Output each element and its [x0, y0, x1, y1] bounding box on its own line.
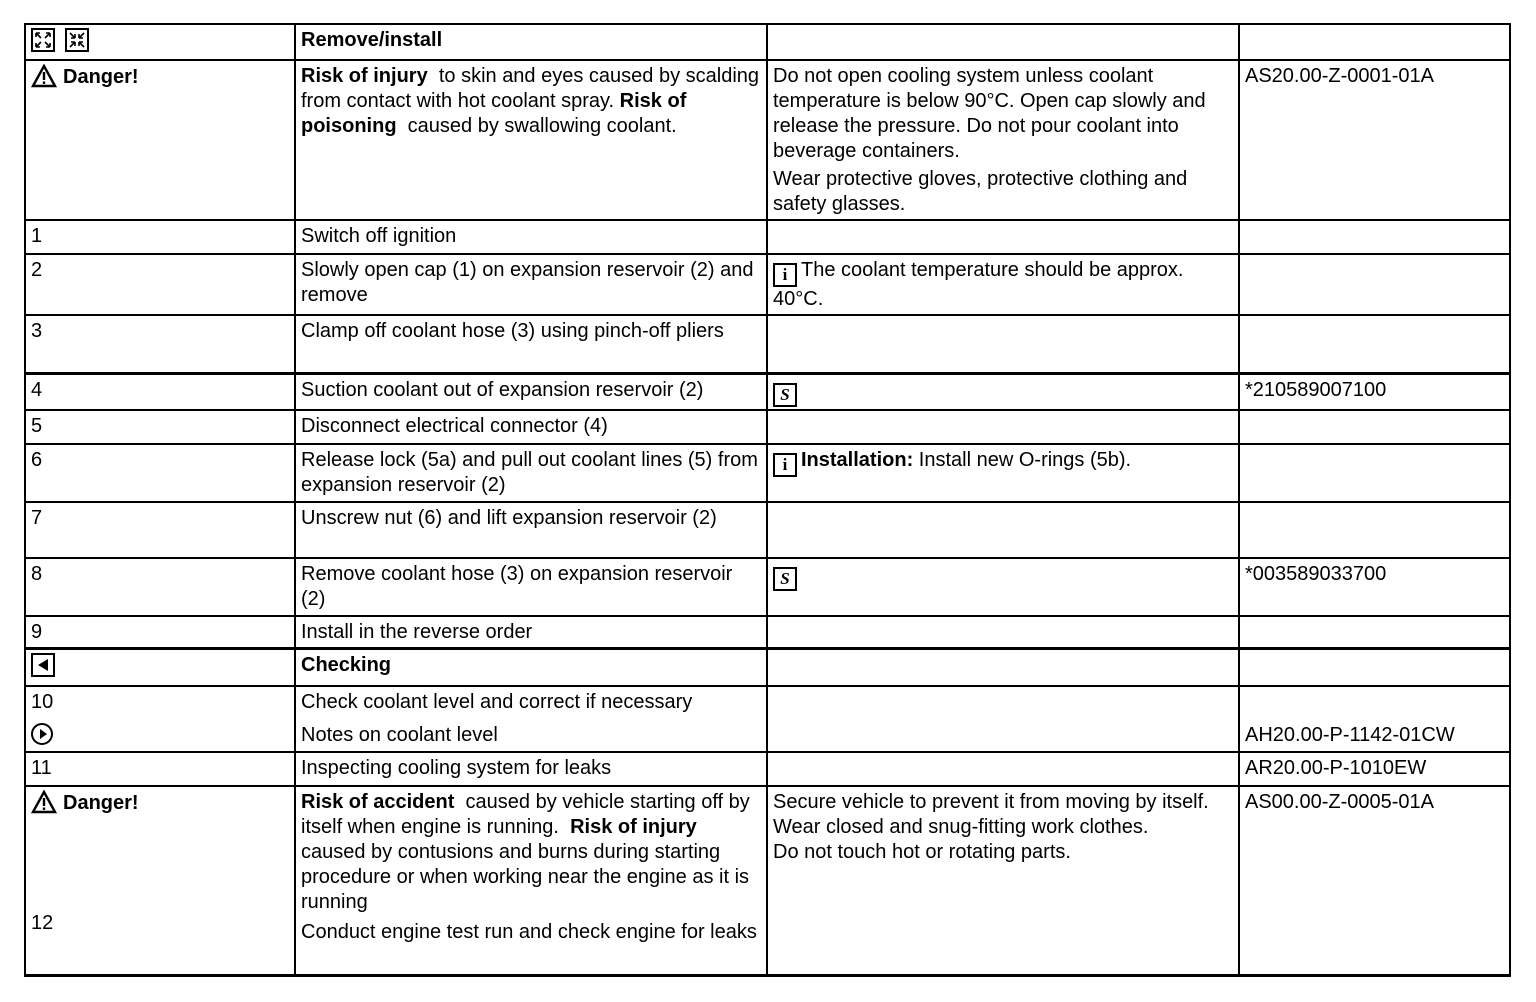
special-tool-icon: S [773, 383, 797, 407]
step-text: Install in the reverse order [295, 616, 767, 649]
risk-injury-text: to skin and eyes caused by scalding from contact with hot coolant spray. [301, 65, 760, 112]
note-cell [767, 444, 1239, 502]
header-row [25, 24, 1510, 60]
step-number: 11 [25, 752, 295, 786]
notes-reference[interactable]: AH20.00-P-1142-01CW [1245, 724, 1455, 746]
special-tool-icon: S [773, 567, 797, 591]
step-number: 1 [25, 220, 295, 254]
safety-measure-text: Do not touch hot or rotating parts. [773, 841, 1071, 863]
step-number: 10 [31, 691, 54, 713]
risk-accident-label: Risk of accident [301, 791, 455, 813]
risk-block [301, 790, 761, 915]
empty-cell [767, 315, 1239, 373]
empty-cell [767, 410, 1239, 444]
empty-cell [767, 24, 1239, 60]
checking-header-row [25, 648, 1510, 686]
procedure-table [24, 23, 1511, 977]
danger-row [25, 60, 1510, 220]
notes-icon-line [31, 723, 289, 748]
empty-cell [767, 648, 1239, 686]
risk-poisoning-label: Risk of poisoning [301, 90, 687, 137]
risk-poisoning-text: caused by swallowing coolant. [407, 115, 677, 137]
step-number: 12 [31, 912, 54, 934]
tool-reference: *003589033700 [1239, 558, 1510, 616]
step-number: 2 [25, 254, 295, 315]
step-number: 8 [25, 558, 295, 616]
step-row [25, 752, 1510, 786]
info-icon: i [773, 453, 797, 477]
step-row [25, 686, 1510, 752]
step-text: Inspecting cooling system for leaks [295, 752, 767, 786]
note-cell [767, 254, 1239, 315]
empty-cell [1239, 410, 1510, 444]
risk-accident-text: caused by vehicle starting off by itself when engine is running. [301, 791, 750, 838]
empty-cell [1239, 616, 1510, 649]
note-text: Install new O-rings (5b). [918, 448, 1132, 471]
safety-measure-text: Wear protective gloves, protective clothing and safety glasses. [773, 168, 1188, 215]
empty-cell [1239, 502, 1510, 558]
blank-line [1245, 690, 1504, 715]
safety-measure-text: Secure vehicle to prevent it from moving by itself. [773, 791, 1209, 813]
empty-cell [1239, 444, 1510, 502]
risk-description-cell [295, 786, 767, 975]
empty-cell [1239, 24, 1510, 60]
empty-cell [767, 220, 1239, 254]
step-row [25, 558, 1510, 616]
empty-cell [1239, 254, 1510, 315]
step-text: Unscrew nut (6) and lift expansion reservoir (2) [295, 502, 767, 558]
step-row [25, 502, 1510, 558]
step-row [25, 410, 1510, 444]
empty-cell [767, 616, 1239, 649]
safety-measures-cell [767, 60, 1239, 220]
danger-label: Danger! [63, 792, 139, 814]
notes-link-text[interactable]: Notes on coolant level [301, 724, 498, 746]
step-row [25, 616, 1510, 649]
safety-measures-cell [767, 786, 1239, 975]
risk-injury-text: caused by contusions and burns during starting procedure or when working near the engine as it is running [301, 841, 750, 913]
install-icon [65, 28, 89, 52]
danger-label-cell [25, 786, 295, 975]
step-text-cell [295, 686, 767, 752]
tool-reference: *210589007100 [1239, 373, 1510, 410]
step-text: Check coolant level and correct if necessary [301, 691, 693, 713]
danger-label-cell [25, 60, 295, 220]
step-row [25, 373, 1510, 410]
note-label: Installation: [801, 448, 914, 471]
reference-cell: AS20.00-Z-0001-01A [1239, 60, 1510, 220]
step-text: Disconnect electrical connector (4) [295, 410, 767, 444]
note-text: The coolant temperature should be approx. 40°C. [773, 259, 1184, 310]
reference-cell: AS00.00-Z-0005-01A [1239, 786, 1510, 975]
reference-cell [1239, 686, 1510, 752]
risk-injury-label: Risk of injury [301, 65, 428, 87]
empty-cell [1239, 315, 1510, 373]
step-number: 7 [25, 502, 295, 558]
header-icons-cell [25, 24, 295, 60]
tool-cell [767, 373, 1239, 410]
step-number: 6 [25, 444, 295, 502]
section-title-checking: Checking [295, 648, 767, 686]
step-text: Clamp off coolant hose (3) using pinch-off pliers [295, 315, 767, 373]
step-number-cell [25, 686, 295, 752]
safety-measure-text: Wear closed and snug-fitting work clothes. [773, 816, 1149, 838]
danger-label: Danger! [63, 66, 139, 88]
checking-icon-cell [25, 648, 295, 686]
danger-row [25, 786, 1510, 975]
risk-description-cell [295, 60, 767, 220]
step-number: 9 [25, 616, 295, 649]
checking-icon [31, 653, 55, 677]
step-number: 3 [25, 315, 295, 373]
step-row [25, 254, 1510, 315]
step-number: 5 [25, 410, 295, 444]
warning-triangle-icon [31, 64, 57, 88]
step-text: Switch off ignition [295, 220, 767, 254]
section-title-remove-install: Remove/install [295, 24, 767, 60]
empty-cell [767, 502, 1239, 558]
warning-triangle-icon [31, 790, 57, 814]
step-text: Suction coolant out of expansion reservoir (2) [295, 373, 767, 410]
step-number: 4 [25, 373, 295, 410]
tool-cell [767, 558, 1239, 616]
safety-measure-text: Do not open cooling system unless coolant temperature is below 90°C. Open cap slowly and release the pressure. Do not pour coolant into beverage containers. [773, 65, 1206, 162]
notes-link-icon [31, 723, 53, 745]
empty-cell [1239, 648, 1510, 686]
step-row [25, 220, 1510, 254]
empty-cell [767, 752, 1239, 786]
step-row [25, 444, 1510, 502]
step-text: Conduct engine test run and check engine for leaks [301, 921, 757, 943]
step-text: Release lock (5a) and pull out coolant lines (5) from expansion reservoir (2) [295, 444, 767, 502]
step-text: Remove coolant hose (3) on expansion reservoir (2) [295, 558, 767, 616]
empty-cell [767, 686, 1239, 752]
remove-icon [31, 28, 55, 52]
step-text: Slowly open cap (1) on expansion reservoir (2) and remove [295, 254, 767, 315]
reference-cell[interactable]: AR20.00-P-1010EW [1239, 752, 1510, 786]
step-row [25, 315, 1510, 373]
risk-injury-label: Risk of injury [570, 816, 697, 838]
empty-cell [1239, 220, 1510, 254]
info-icon: i [773, 263, 797, 287]
danger-heading [31, 790, 289, 816]
